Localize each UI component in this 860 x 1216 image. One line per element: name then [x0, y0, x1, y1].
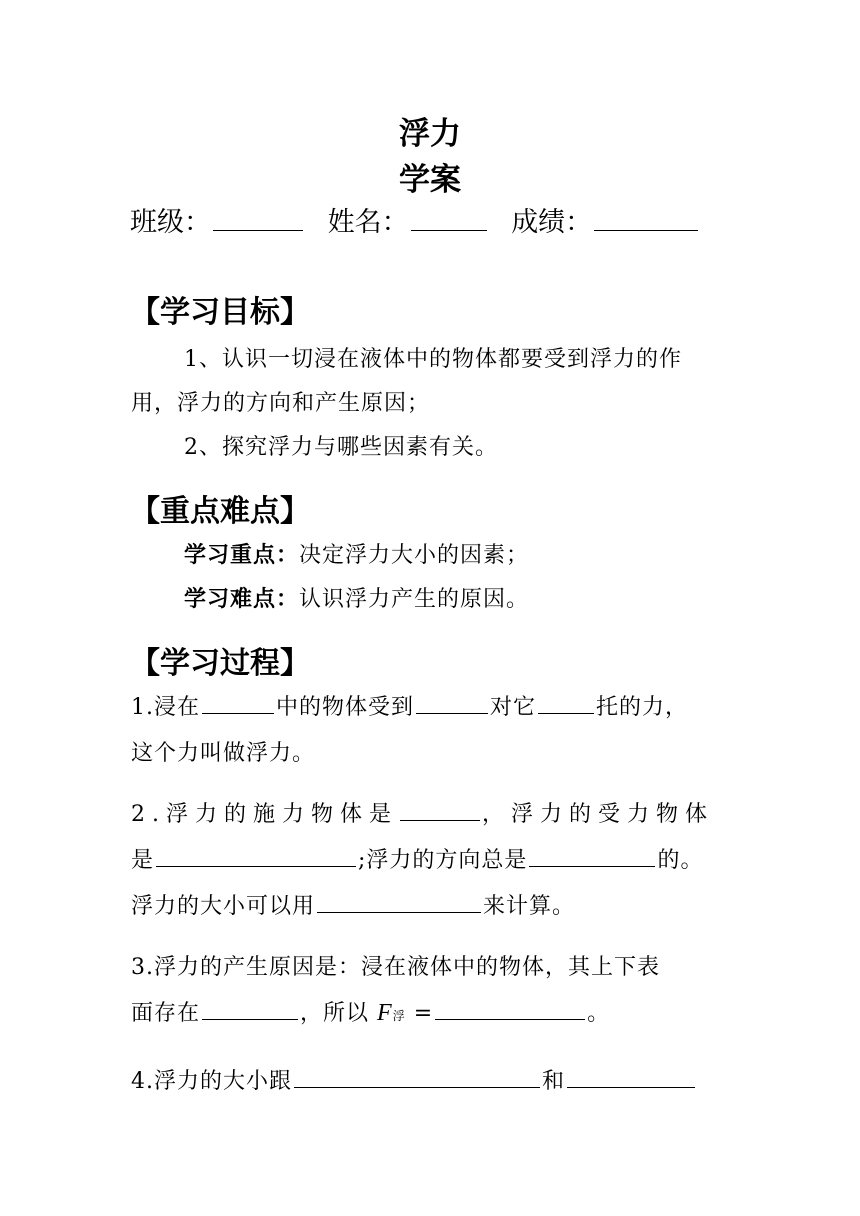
q2-blank-3[interactable]: [529, 846, 655, 867]
question-1-line1: [131, 690, 688, 721]
student-info-row: [130, 200, 700, 239]
q4-text-a: 4.浮力的大小跟: [131, 1069, 292, 1094]
q2-text-b: ，浮力的受力物体: [482, 802, 715, 827]
page-title: 浮力: [399, 116, 461, 152]
q1-text-c: 对它: [490, 695, 537, 720]
goals-heading: 【学习目标】: [130, 295, 310, 330]
name-blank[interactable]: [411, 210, 487, 231]
difficulty-text: 认识浮力产生的原因。: [299, 587, 530, 612]
q4-blank-2[interactable]: [567, 1067, 695, 1088]
question-2-line1: [131, 797, 714, 828]
question-3-line1: 3.浮力的产生原因是：浸在液体中的物体，其上下表: [131, 955, 660, 980]
q3-text-end: 。: [587, 1001, 611, 1026]
q4-text-b: 和: [542, 1069, 566, 1094]
class-label: 班级：: [130, 207, 211, 238]
force-symbol: F: [377, 1000, 393, 1026]
q3-blank-2[interactable]: [435, 999, 585, 1020]
q1-blank-1[interactable]: [202, 693, 274, 714]
question-4-line1: [131, 1064, 697, 1095]
process-heading: 【学习过程】: [130, 646, 310, 681]
q4-blank-1[interactable]: [294, 1067, 540, 1088]
q2-text-g: 来计算。: [483, 894, 576, 919]
force-subscript: 浮: [392, 1009, 406, 1023]
goal-item-2: 2、探究浮力与哪些因素有关。: [184, 435, 498, 460]
difficulty-label: 学习难点：: [184, 586, 300, 612]
focus-label: 学习重点：: [184, 542, 300, 568]
q2-text-d: ;浮力的方向总是: [358, 848, 528, 873]
score-label: 成绩：: [511, 207, 593, 238]
q1-blank-3[interactable]: [538, 693, 594, 714]
q2-text-f: 浮力的大小可以用: [131, 894, 316, 919]
q3-text-b: ，所以: [300, 1001, 370, 1026]
class-blank[interactable]: [213, 210, 303, 231]
q2-blank-4[interactable]: [317, 892, 481, 913]
q2-text-e: 的。: [657, 848, 704, 873]
key-heading: 【重点难点】: [130, 494, 310, 529]
focus-text: 决定浮力大小的因素；: [299, 543, 530, 568]
question-2-line3: [131, 889, 575, 920]
q1-text-d: 托的力，: [596, 695, 689, 720]
q3-blank-1[interactable]: [202, 999, 298, 1020]
q2-blank-1[interactable]: [400, 800, 480, 821]
question-3-line2: [131, 996, 610, 1027]
q3-text-a: 面存在: [131, 1001, 201, 1026]
goal-item-1-line1: 1、认识一切浸在液体中的物体都要受到浮力的作: [184, 347, 682, 372]
focus-row: [184, 538, 529, 569]
score-blank[interactable]: [594, 210, 698, 231]
question-1-line2: 这个力叫做浮力。: [131, 741, 316, 766]
goal-item-1-line2: 用，浮力的方向和产生原因；: [131, 391, 431, 416]
page-subtitle: 学案: [399, 162, 461, 198]
equals-sign: =: [413, 1001, 434, 1026]
q1-blank-2[interactable]: [416, 693, 488, 714]
difficulty-row: [184, 582, 529, 613]
q1-text-b: 中的物体受到: [276, 695, 415, 720]
q1-text-a: 1.浸在: [131, 695, 200, 720]
q2-text-c: 是: [131, 848, 155, 873]
name-label: 姓名：: [327, 207, 409, 238]
q2-text-a: 2.浮力的施力物体是: [131, 802, 398, 827]
q2-blank-2[interactable]: [156, 846, 356, 867]
question-2-line2: [131, 843, 703, 874]
